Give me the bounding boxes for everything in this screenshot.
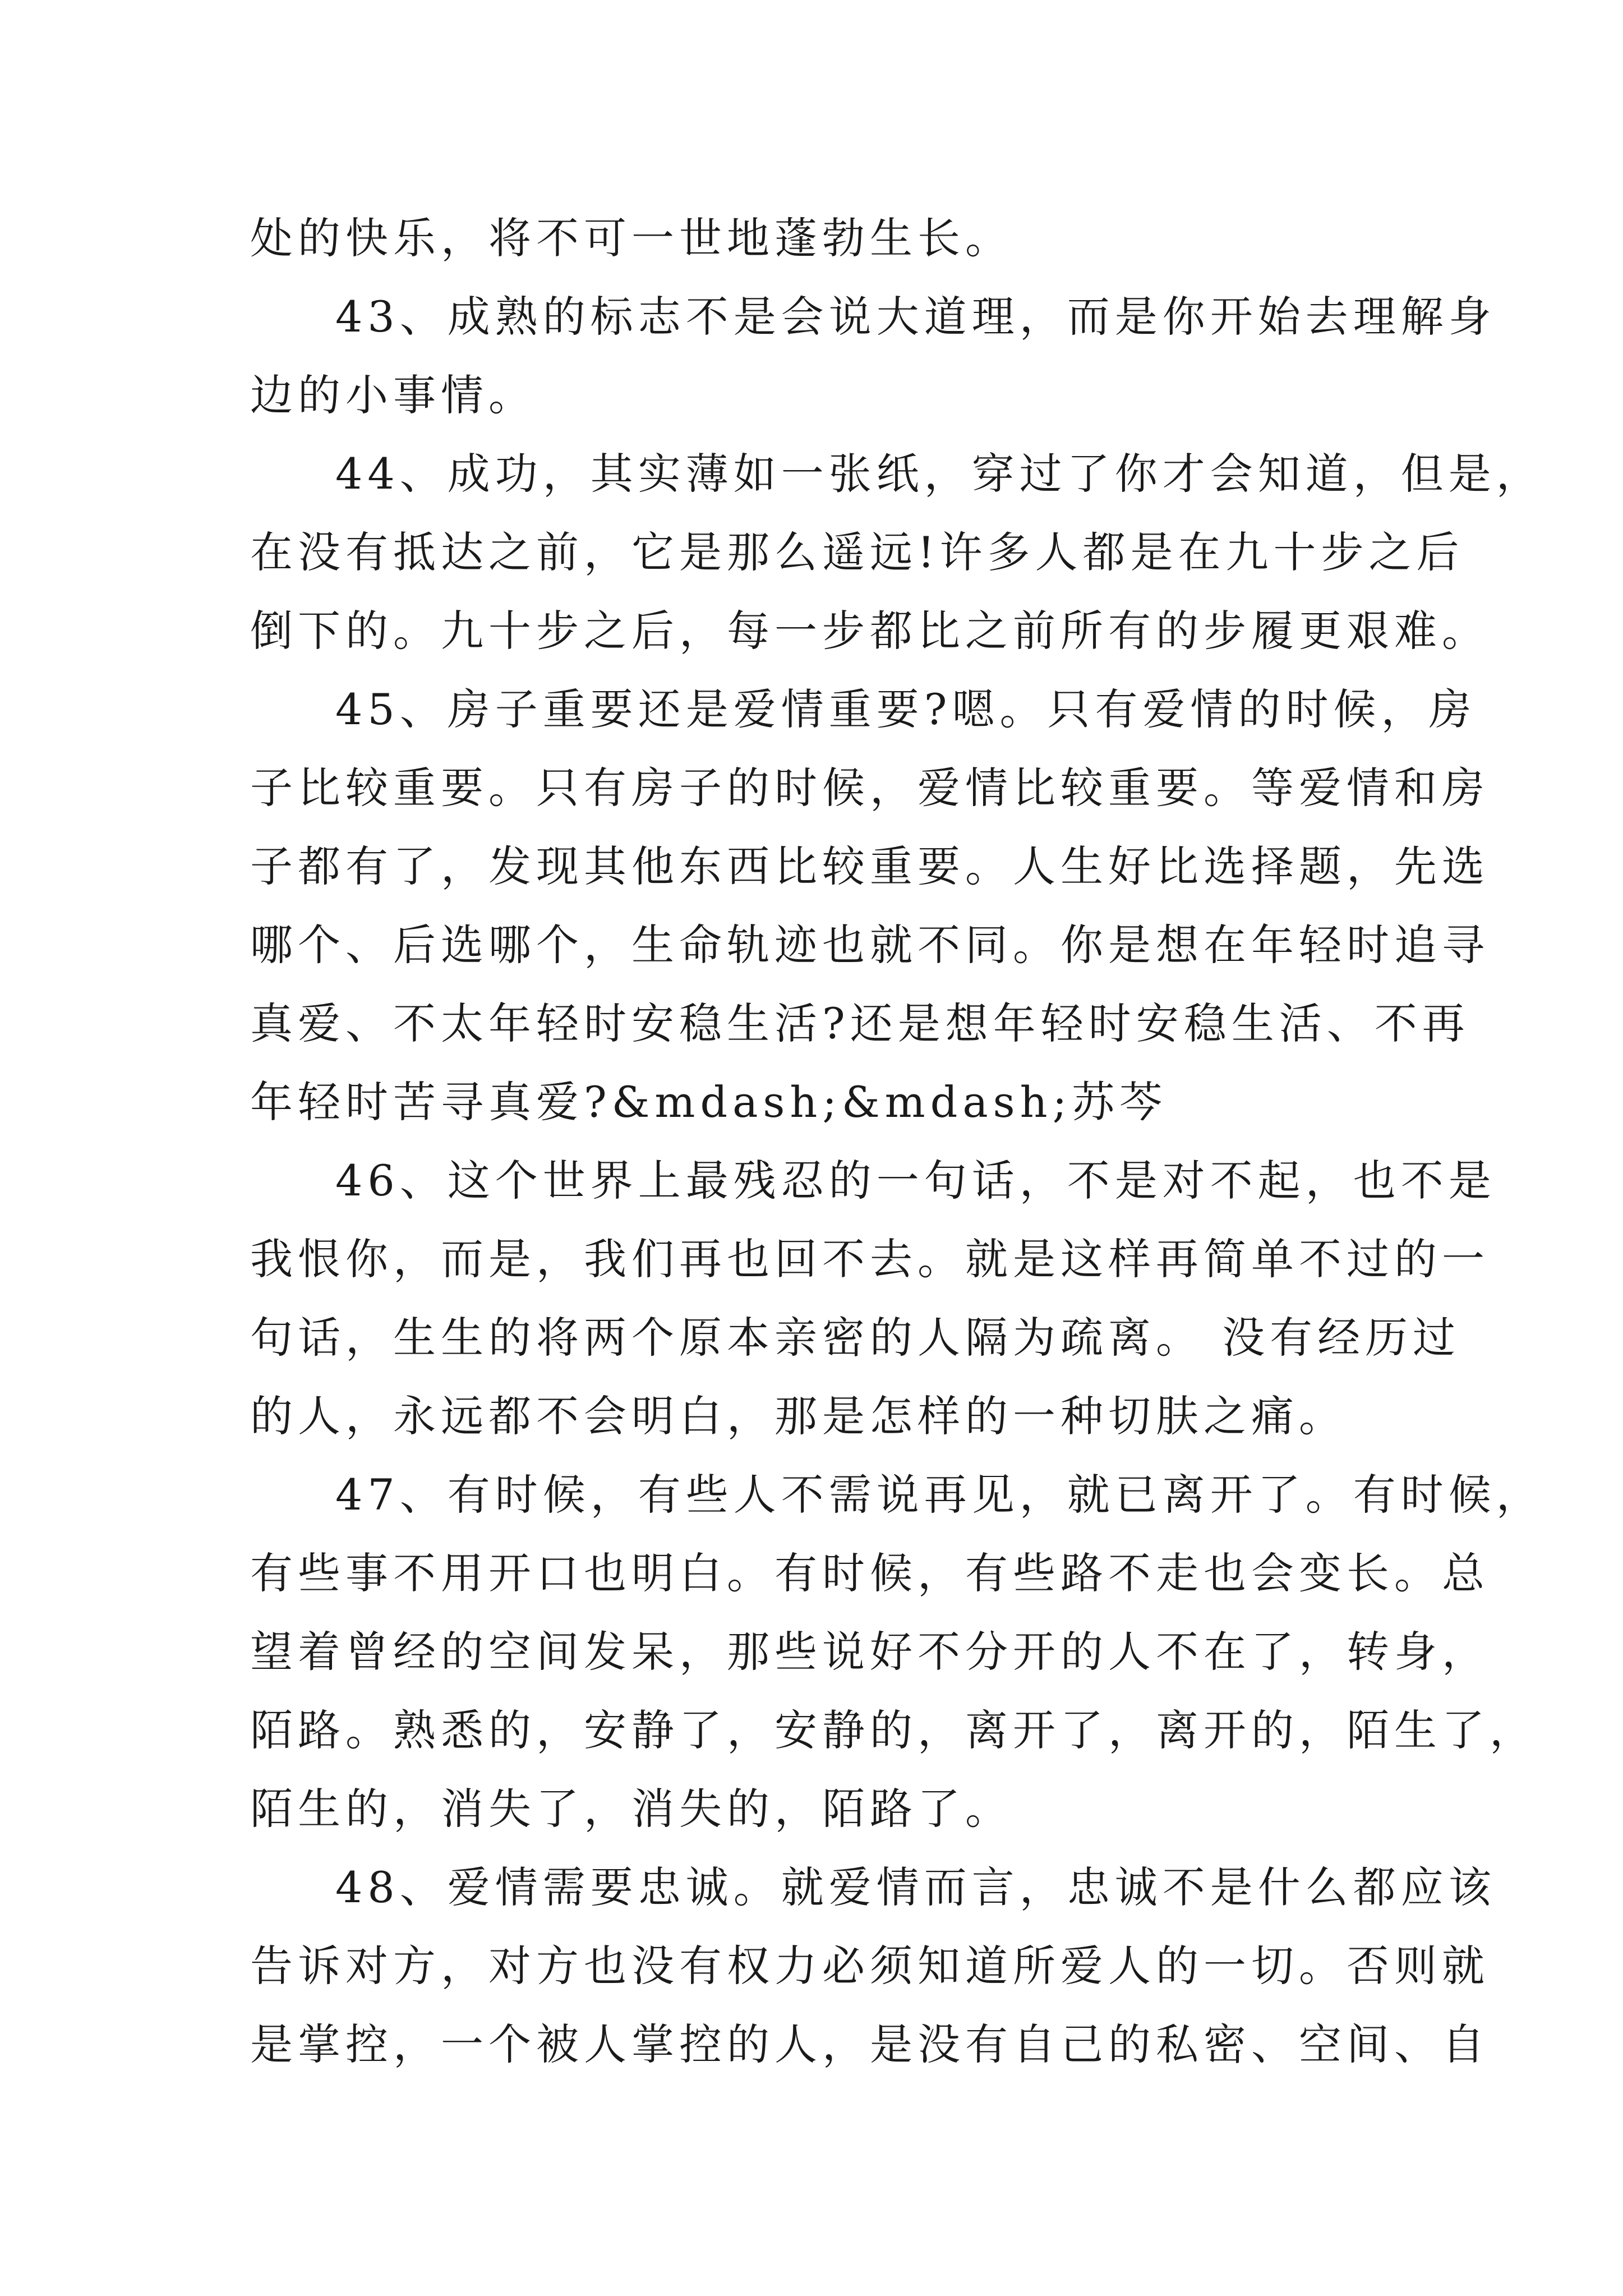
paragraph-start-43: 43、成熟的标志不是会说大道理，而是你开始去理解身 [335, 292, 1496, 342]
paragraph-start-48: 48、爱情需要忠诚。就爱情而言，忠诚不是什么都应该 [335, 1862, 1496, 1912]
text-line: 陌生的，消失了，消失的，陌路了。 [250, 1784, 1013, 1834]
text-line: 子比较重要。只有房子的时候，爱情比较重要。等爱情和房 [250, 763, 1490, 813]
text-line: 的人，永远都不会明白，那是怎样的一种切肤之痛。 [250, 1391, 1347, 1441]
text-line: 句话，生生的将两个原本亲密的人隔为疏离。 没有经历过 [250, 1313, 1461, 1363]
text-line: 望着曾经的空间发呆，那些说好不分开的人不在了，转身， [250, 1627, 1490, 1677]
text-line: 告诉对方，对方也没有权力必须知道所爱人的一切。否则就 [250, 1941, 1490, 1991]
paragraph-start-44: 44、成功，其实薄如一张纸，穿过了你才会知道，但是， [335, 449, 1544, 499]
text-line: 边的小事情。 [250, 370, 536, 420]
text-line: 是掌控，一个被人掌控的人，是没有自己的私密、空间、自 [250, 2019, 1490, 2069]
text-line: 子都有了，发现其他东西比较重要。人生好比选择题，先选 [250, 841, 1490, 891]
paragraph-start-45: 45、房子重要还是爱情重要?嗯。只有爱情的时候，房 [335, 684, 1477, 734]
text-line: 陌路。熟悉的，安静了，安静的，离开了，离开的，陌生了， [250, 1705, 1537, 1755]
text-line: 真爱、不太年轻时安稳生活?还是想年轻时安稳生活、不再 [250, 999, 1470, 1048]
text-line: 年轻时苦寻真爱?&mdash;&mdash;苏芩 [250, 1077, 1168, 1127]
text-line: 哪个、后选哪个，生命轨迹也就不同。你是想在年轻时追寻 [250, 920, 1490, 970]
text-line: 有些事不用开口也明白。有时候，有些路不走也会变长。总 [250, 1548, 1490, 1598]
paragraph-start-47: 47、有时候，有些人不需说再见，就已离开了。有时候， [335, 1470, 1544, 1520]
text-line: 在没有抵达之前，它是那么遥远!许多人都是在九十步之后 [250, 527, 1464, 577]
paragraph-start-46: 46、这个世界上最残忍的一句话，不是对不起，也不是 [335, 1156, 1496, 1205]
document-body [250, 199, 1544, 2084]
text-line: 我恨你，而是，我们再也回不去。就是这样再简单不过的一 [250, 1234, 1490, 1284]
text-line: 处的快乐，将不可一世地蓬勃生长。 [250, 213, 1013, 263]
text-line: 倒下的。九十步之后，每一步都比之前所有的步履更艰难。 [250, 606, 1490, 656]
